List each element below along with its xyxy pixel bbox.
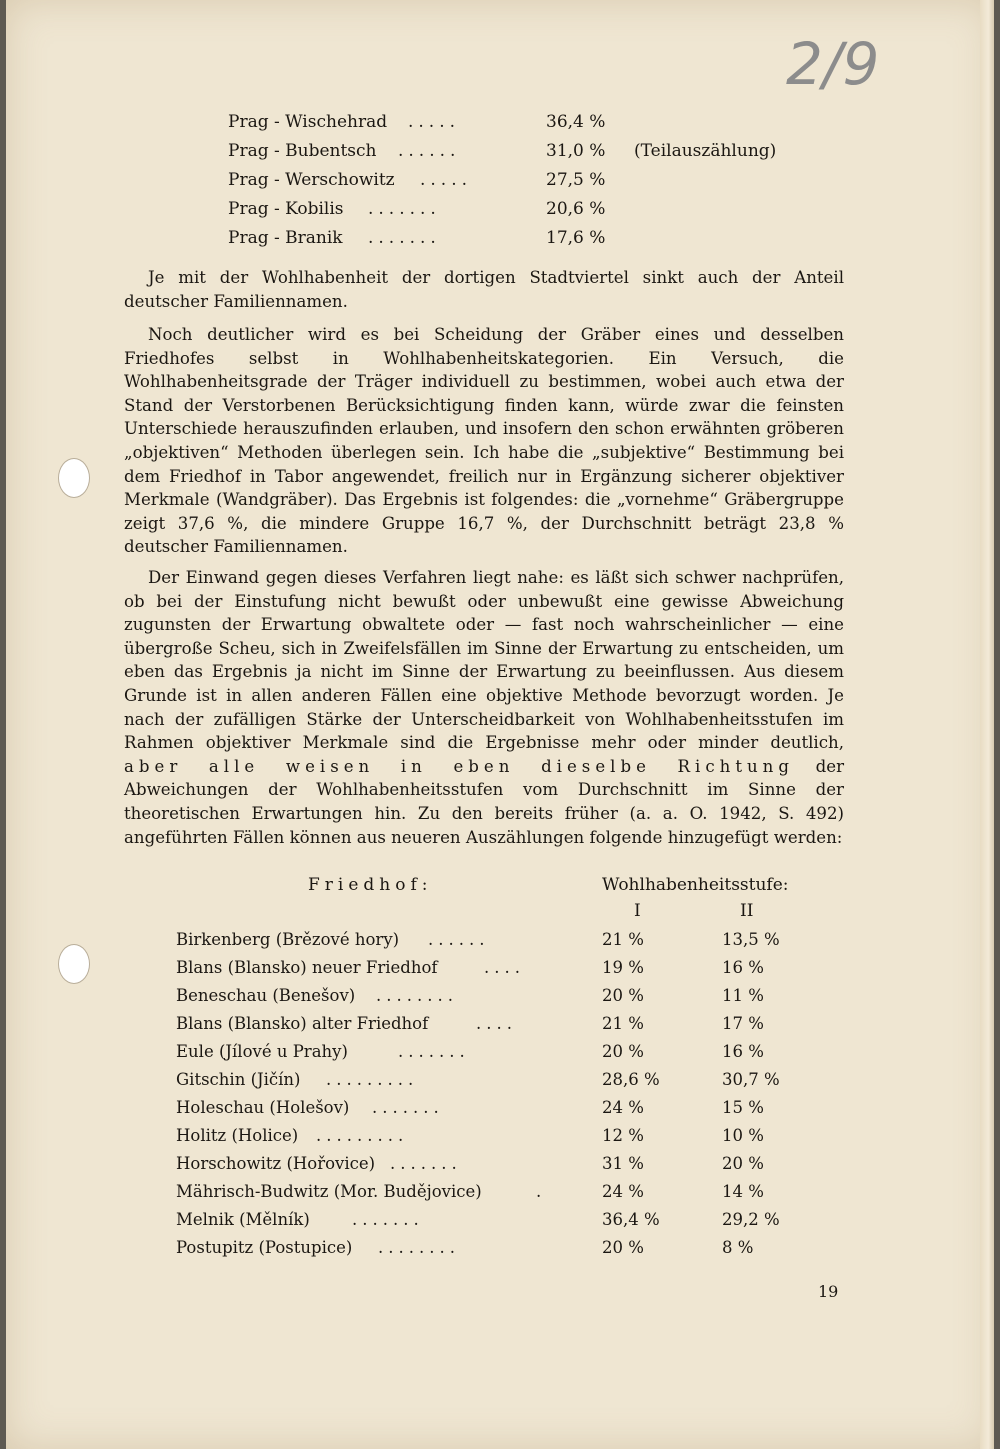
value-i: 28,6 % xyxy=(602,1070,660,1089)
table-row xyxy=(176,930,796,958)
leader-dots: ........ xyxy=(376,986,458,1005)
value-ii: 13,5 % xyxy=(722,930,780,949)
cemetery-name: Blans (Blansko) neuer Friedhof xyxy=(176,958,438,977)
punch-hole xyxy=(58,458,90,498)
leader-dots: ....... xyxy=(352,1210,424,1229)
paragraph-text: Der Einwand gegen dieses Verfahren liegt nahe: es läßt sich schwer nachprüfen, ob bei der Einstufung nicht bewußt oder unbewußt eine gewisse Abweichung zugunsten der Erwartung obwaltete oder — fast noch wahrscheinlicher — eine übergroße Scheu, sich in Zweifelsfällen im Sinne der Erwartung zu entscheiden, um eben das Ergebnis ja nicht im Sinne der Erwartung zu beeinflussen. Aus diesem Grunde ist in allen anderen Fällen eine objektive Methode bevorzugt worden. Je nach der zufälligen Stärke der Unterscheidbarkeit von Wohlhabenheitsstufen im Rahmen objektiver Merkmale sind die Ergebnisse mehr oder minder deutlich, xyxy=(124,568,844,753)
handwritten-note xyxy=(786,30,896,120)
value-ii: 8 % xyxy=(722,1238,754,1257)
value-ii: 16 % xyxy=(722,958,764,977)
value-ii: 10 % xyxy=(722,1126,764,1145)
value-ii: 30,7 % xyxy=(722,1070,780,1089)
value-i: 20 % xyxy=(602,1238,644,1257)
leader-dots: ....... xyxy=(372,1098,444,1117)
spaced-emphasis: aber alle weisen in eben dieselbe Richtung xyxy=(124,756,794,776)
table-row xyxy=(176,1182,796,1210)
table-column-group: Wohlhabenheitsstufe: xyxy=(602,875,789,895)
cemetery-name: Blans (Blansko) alter Friedhof xyxy=(176,1014,429,1033)
paragraph xyxy=(124,566,844,849)
page-edge xyxy=(980,0,994,1449)
district-note: (Teilauszählung) xyxy=(634,141,777,161)
cemetery-name: Gitschin (Jičín) xyxy=(176,1070,301,1089)
table-row xyxy=(176,1210,796,1238)
leader-dots: ..... xyxy=(408,112,461,132)
table-row xyxy=(176,1098,796,1126)
leader-dots: ....... xyxy=(398,1042,470,1061)
district-value: 20,6 % xyxy=(546,199,606,219)
leader-dots: ..... xyxy=(420,170,473,190)
value-i: 21 % xyxy=(602,1014,644,1033)
cemetery-name: Holitz (Holice) xyxy=(176,1126,299,1145)
value-i: 12 % xyxy=(602,1126,644,1145)
district-name: Prag - Branik xyxy=(228,228,343,248)
value-i: 36,4 % xyxy=(602,1210,660,1229)
value-ii: 20 % xyxy=(722,1154,764,1173)
district-value: 36,4 % xyxy=(546,112,606,132)
value-i: 19 % xyxy=(602,958,644,977)
value-i: 24 % xyxy=(602,1182,644,1201)
district-name: Prag - Werschowitz xyxy=(228,170,395,190)
value-ii: 14 % xyxy=(722,1182,764,1201)
value-i: 31 % xyxy=(602,1154,644,1173)
leader-dots: ...... xyxy=(398,141,461,161)
punch-hole xyxy=(58,944,90,984)
district-name: Prag - Wischehrad xyxy=(228,112,388,132)
district-value: 27,5 % xyxy=(546,170,606,190)
district-value: 17,6 % xyxy=(546,228,606,248)
table-row xyxy=(176,1238,796,1266)
value-i: 20 % xyxy=(602,1042,644,1061)
cemetery-name: Birkenberg (Brězové hory) xyxy=(176,930,400,949)
cemetery-name: Postupitz (Postupice) xyxy=(176,1238,353,1257)
district-name: Prag - Bubentsch xyxy=(228,141,377,161)
cemetery-name: Beneschau (Benešov) xyxy=(176,986,356,1005)
leader-dots: ......... xyxy=(316,1126,409,1145)
value-ii: 11 % xyxy=(722,986,764,1005)
paragraph: Je mit der Wohlhabenheit der dortigen Stadtviertel sinkt auch der Anteil deutscher Familiennamen. xyxy=(124,268,844,311)
leader-dots: ....... xyxy=(390,1154,462,1173)
cemetery-name: Mährisch-Budwitz (Mor. Budějovice) xyxy=(176,1182,482,1201)
leader-dots: ....... xyxy=(368,228,441,248)
leader-dots: ....... xyxy=(368,199,441,219)
leader-dots: ......... xyxy=(326,1070,419,1089)
value-i: 24 % xyxy=(602,1098,644,1117)
table-column-ii: II xyxy=(740,901,754,921)
leader-dots: .... xyxy=(484,958,525,977)
table-row xyxy=(176,1154,796,1182)
paragraph: Noch deutlicher wird es bei Scheidung der Gräber eines und desselben Friedhofes selbst in Wohlhabenheitskategorien. Ein Versuch, die Wohlhabenheitsgrade der Träger individuell zu bestimmen, wobei auch etwa der Stand der Verstorbenen Berücksichtigung finden kann, würde zwar die feinsten Unterschiede herauszufinden erlauben, und insofern den schon erwähnten gröberen „objektiven“ Methoden überlegen sein. Ich habe die „subjektive“ Bestimmung bei dem Friedhof in Tabor angewendet, freilich nur in Ergänzung sicherer objektiver Merkmale (Wandgräber). Das Ergebnis ist folgendes: die „vornehme“ Gräbergruppe zeigt 37,6 %, die mindere Gruppe 16,7 %, der Durchschnitt beträgt 23,8 % deutscher Familiennamen. xyxy=(124,325,844,557)
cemetery-name: Horschowitz (Hořovice) xyxy=(176,1154,376,1173)
paragraph-text: der Abweichungen der Wohlhabenheitsstufen vom Durchschnitt im Sinne der theoretischen Erwartungen hin. Zu den bereits früher (a. a. O. 1942, S. 492) angeführten Fällen können aus neueren Auszählungen folgende hinzugefügt werden: xyxy=(124,756,844,847)
value-ii: 29,2 % xyxy=(722,1210,780,1229)
cemetery-name: Melnik (Mělník) xyxy=(176,1210,310,1229)
leader-dots: ........ xyxy=(378,1238,460,1257)
table-row xyxy=(176,1070,796,1098)
table-column-title: Friedhof: xyxy=(308,875,433,895)
district-value: 31,0 % xyxy=(546,141,606,161)
value-i: 21 % xyxy=(602,930,644,949)
handwritten-note-text: 2/9 xyxy=(786,30,880,98)
page-number: 19 xyxy=(818,1282,839,1301)
leader-dots: ...... xyxy=(428,930,490,949)
table-row xyxy=(176,1042,796,1070)
cemetery-name: Eule (Jílové u Prahy) xyxy=(176,1042,348,1061)
table-row xyxy=(176,1014,796,1042)
value-ii: 17 % xyxy=(722,1014,764,1033)
table-row xyxy=(176,1126,796,1154)
value-ii: 15 % xyxy=(722,1098,764,1117)
leader-dots: . xyxy=(536,1182,547,1201)
document-page xyxy=(6,0,994,1449)
district-name: Prag - Kobilis xyxy=(228,199,344,219)
table-row xyxy=(176,986,796,1014)
value-ii: 16 % xyxy=(722,1042,764,1061)
table-column-i: I xyxy=(634,901,641,921)
table-row xyxy=(176,958,796,986)
leader-dots: .... xyxy=(476,1014,517,1033)
cemetery-name: Holeschau (Holešov) xyxy=(176,1098,350,1117)
value-i: 20 % xyxy=(602,986,644,1005)
